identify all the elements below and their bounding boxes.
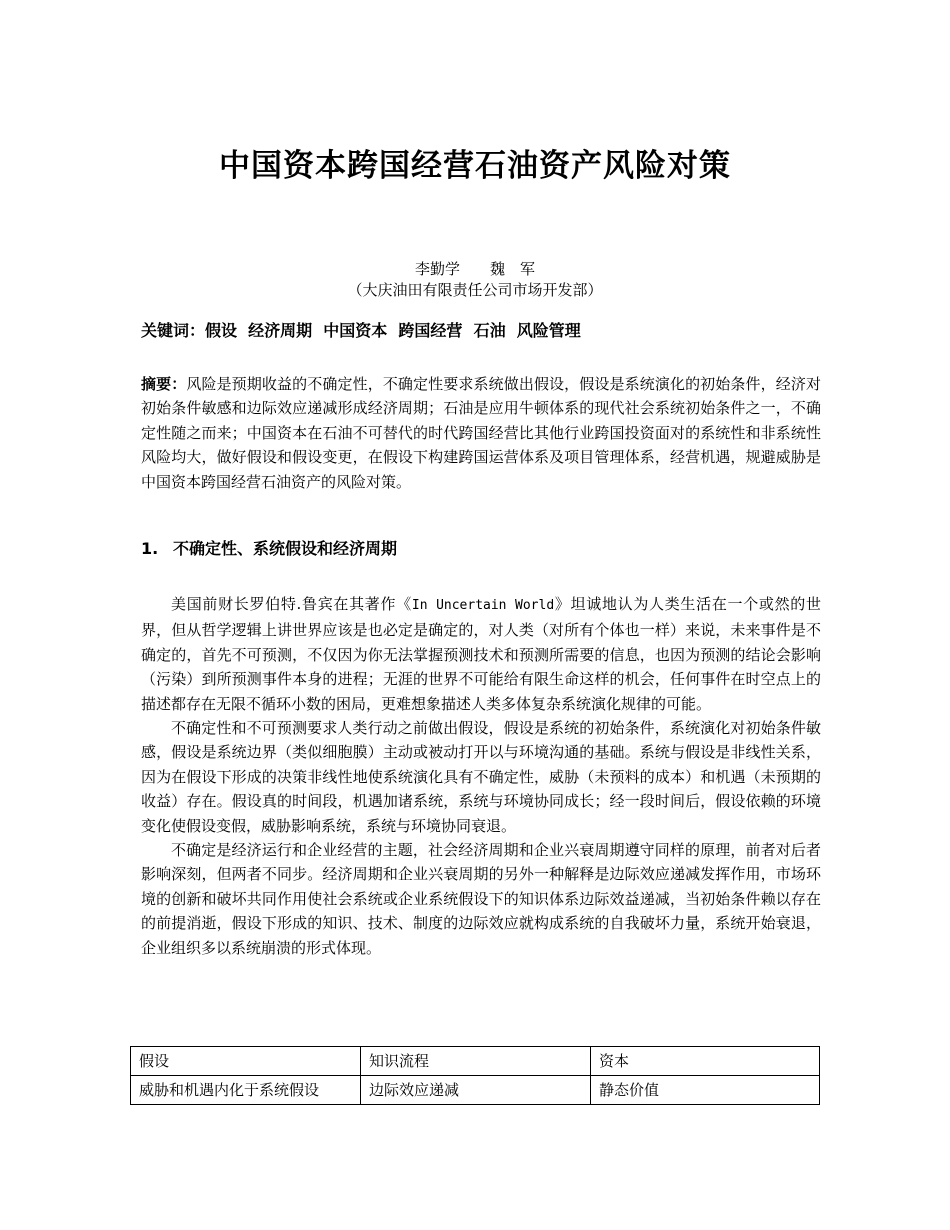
- author-affiliation: （大庆油田有限责任公司市场开发部）: [347, 281, 603, 299]
- abstract-label: 摘要：: [141, 375, 187, 393]
- section-number: 1.: [141, 539, 159, 558]
- section-title: 不确定性、系统假设和经济周期: [173, 539, 398, 558]
- section-heading: [141, 536, 821, 559]
- table-cell: 知识流程: [361, 1047, 591, 1076]
- abstract-text: 风险是预期收益的不确定性，不确定性要求系统做出假设，假设是系统演化的初始条件，经济对初始条件敏感和边际效应递减形成经济周期；石油是应用牛顿体系的现代社会系统初始条件之一，不确定性随之而来；中国资本在石油不可替代的时代跨国经营比其他行业跨国投资面对的系统性和非系统性风险均大，做好假设和假设变更，在假设下构建跨国运营体系及项目管理体系，经营机遇，规避威胁是中国资本跨国经营石油资产的风险对策。: [141, 375, 821, 491]
- paragraph-1-text-start: 美国前财长罗伯特.鲁宾在其著作《: [171, 595, 412, 613]
- table-cell: 假设: [131, 1047, 361, 1076]
- table-cell: 静态价值: [591, 1076, 820, 1105]
- body-paragraph-3: 不确定是经济运行和企业经营的主题，社会经济周期和企业兴衰周期遵守同样的原理，前者对后者影响深刻，但两者不同步。经济周期和企业兴衰周期的另外一种解释是边际效应递减发挥作用，市场环境的创新和破坏共同作用使社会系统或企业系统假设下的知识体系边际效益递减，当初始条件赖以存在的前提消逝，假设下形成的知识、技术、制度的边际效应就构成系统的自我破坏力量，系统开始衰退，企业组织多以系统崩溃的形式体现。: [141, 841, 821, 957]
- summary-table: [130, 1046, 820, 1105]
- author-names: 李勤学 魏 军: [414, 260, 535, 278]
- keywords-line: 关键词：假设 经济周期 中国资本 跨国经营 石油 风险管理: [141, 321, 581, 340]
- table-row: [131, 1047, 820, 1076]
- section-body: [141, 592, 821, 960]
- table-cell: 边际效应递减: [361, 1076, 591, 1105]
- body-paragraph-1: [141, 592, 821, 716]
- table-row: [131, 1076, 820, 1105]
- paragraph-1-text-rest: 》坦诚地认为人类生活在一个或然的世界，但从哲学逻辑上讲世界应该是也必定是确定的，对人类（对所有个体也一样）来说，未来事件是不确定的，首先不可预测，不仅因为你无法掌握预测技术和预测所需要的信息，也因为预测的结论会影响（污染）到所预测事件本身的进程；无涯的世界不可能给有限生命这样的机会，任何事件在时空点上的描述都存在无限不循环小数的困局，更难想象描述人类多体复杂系统演化规律的可能。: [141, 595, 821, 713]
- body-paragraph-2: 不确定性和不可预测要求人类行动之前做出假设，假设是系统的初始条件，系统演化对初始条件敏感，假设是系统边界（类似细胞膜）主动或被动打开以与环境沟通的基础。系统与假设是非线性关系，因为在假设下形成的决策非线性地使系统演化具有不确定性，威胁（未预料的成本）和机遇（未预期的收益）存在。假设真的时间段，机遇加诸系统，系统与环境协同成长；经一段时间后，假设依赖的环境变化使假设变假，威胁影响系统，系统与环境协同衰退。: [141, 719, 821, 835]
- book-title: In Uncertain World: [411, 598, 555, 613]
- table-cell: 威胁和机遇内化于系统假设: [131, 1076, 361, 1105]
- abstract: [141, 372, 821, 494]
- paper-title: 中国资本跨国经营石油资产风险对策: [219, 148, 731, 184]
- table-cell: 资本: [591, 1047, 820, 1076]
